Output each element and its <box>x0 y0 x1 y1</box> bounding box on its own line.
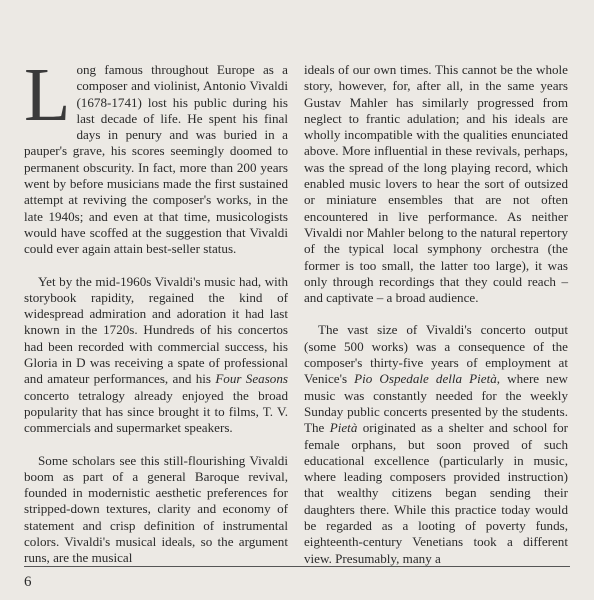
paragraph-5-text-c: originated as a shelter and school for female orphans, but soon proved of such educational excellence (particularly in music, where leading composers provided instruction) that wealthy citizens began sending their daughters there. While this practice today would be regarded as a looting of poverty funds, eighteenth-century Venetians took a different view. Presumably, many a <box>304 420 568 566</box>
drop-cap: L <box>24 53 71 137</box>
right-column <box>304 62 568 583</box>
institution-short-name: Pietà <box>329 420 358 436</box>
footer-rule <box>24 566 570 567</box>
paragraph-1 <box>24 53 288 258</box>
paragraph-4 <box>304 62 568 306</box>
paragraph-3-text: Some scholars see this still-flourishing Vivaldi boom as part of a general Baroque revival, founded in modernistic aesthetic preferences for stripped-down textures, clarity and economy of statement and crisp definition of instrumental colors. Vivaldi's musical ideals, so the argument runs, are the musical <box>24 452 288 566</box>
paragraph-5 <box>304 322 568 566</box>
institution-name: Pio Ospedale della Pietà <box>354 371 497 387</box>
left-column <box>24 53 288 583</box>
paragraph-2-text-b: concerto tetralogy already enjoyed the broad popularity that has since brought it to films, T. V. commercials and supermarket speakers. <box>24 387 288 436</box>
page-number: 6 <box>24 574 32 590</box>
work-title-four-seasons: Four Seasons <box>215 371 288 387</box>
paragraph-4-text: ideals of our own times. This cannot be the whole story, however, for, after all, in the same years Gustav Mahler has similarly progressed from neglect to frantic adulation; and his ideals are wholly incompatible with the qualities enunciated above. More influential in these revivals, perhaps, was the spread of the long playing record, which enabled music lovers to hear the sort of outsized or miniature ensembles that are not often encountered in live performance. As neither Vivaldi nor Mahler belong to the natural repertory of the typical local symphony orchestra (the former is too small, the latter too large), it was only through recordings that they could reach – and captivate – a broad audience. <box>304 62 568 306</box>
paragraph-5-text-b: , where new music was constantly needed for the weekly Sunday public concerts presented by the students. The <box>304 371 568 436</box>
paragraph-2-text-a: Yet by the mid-1960s Vivaldi's music had, with storybook rapidity, regained the kind of widespread admiration and adoration it had last known in the 1720s. Hundreds of his concertos had been recorded with commercial success, his Gloria in D was receiving a spate of professional and amateur performances, and his <box>24 273 288 387</box>
paragraph-5-text-a: The vast size of Vivaldi's concerto output (some 500 works) was a consequence of the composer's thirty-five years of employment at Venice's <box>304 322 568 387</box>
paragraph-1-text: ong famous throughout Europe as a composer and violinist, Antonio Vivaldi (1678-1741) lost his public during his last decade of life. He spent his final days in penury and was buried in a pauper's grave, his scores seemingly doomed to permanent obscurity. In fact, more than 200 years went by before musicians made the first sustained attempt at reviving the composer's works, in the late 1940s; and even at that time, musicologists would have scoffed at the suggestion that Vivaldi could ever again attain best-seller status. <box>24 62 288 257</box>
paragraph-3 <box>24 453 288 567</box>
paragraph-2 <box>24 274 288 437</box>
